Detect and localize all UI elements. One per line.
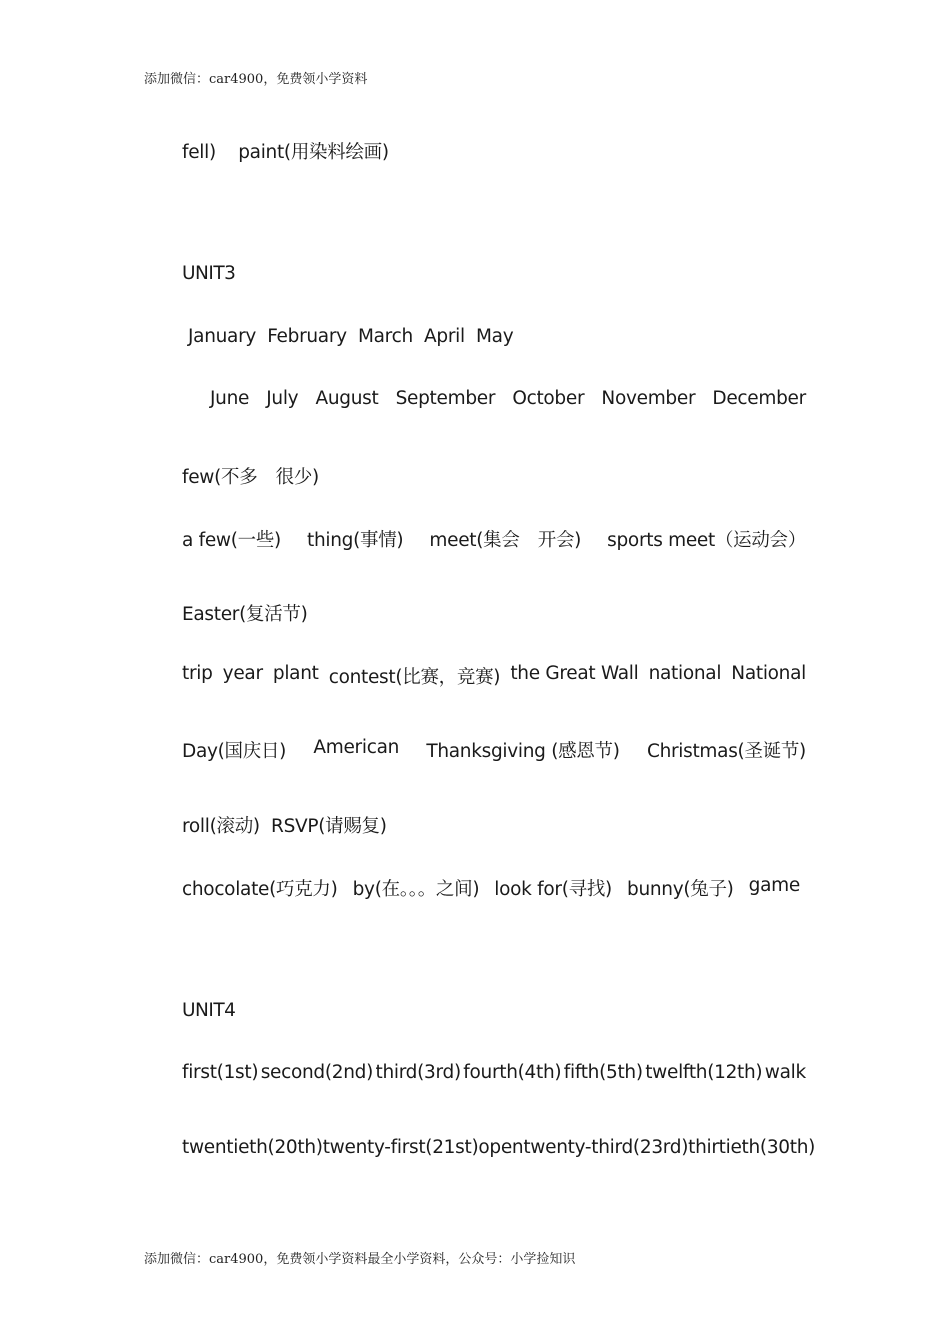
month: October [512, 388, 585, 409]
word: RSVP(请赐复) [271, 816, 387, 837]
word: fourth(4th) [463, 1062, 562, 1083]
word: fifth(5th) [563, 1062, 643, 1083]
word: the Great Wall [510, 663, 639, 684]
word: trip [182, 663, 213, 684]
month: April [424, 326, 465, 347]
month: March [357, 326, 413, 347]
unit4-heading: UNIT4 [182, 1000, 236, 1021]
month: July [266, 388, 299, 409]
word: third(3rd) [375, 1062, 461, 1083]
word: twentieth(20th) [182, 1137, 323, 1158]
word: thirtieth(30th) [688, 1137, 816, 1158]
unit3-line-day [182, 737, 806, 763]
word: walk [764, 1062, 806, 1083]
word: sports meet（运动会） [607, 530, 806, 551]
unit3-line-trip [182, 663, 806, 689]
word: chocolate(巧克力) [182, 879, 338, 900]
unit4-line-ordinals-1 [182, 1062, 806, 1083]
month: December [712, 388, 806, 409]
unit3-months-line-1 [188, 326, 513, 347]
word: American [313, 737, 400, 758]
page-footer: 添加微信：car4900，免费领小学资料最全小学资料，公众号：小学捡知识 [144, 1252, 576, 1267]
word: bunny(兔子) [627, 879, 734, 900]
word: roll(滚动) [182, 816, 260, 837]
unit3-line-chocolate [182, 875, 800, 901]
word: Day(国庆日) [182, 741, 287, 762]
month: November [601, 388, 696, 409]
unit3-line-easter: Easter(复活节) [182, 604, 308, 625]
word: open [478, 1137, 524, 1158]
word: game [748, 875, 800, 896]
word: by(在。。。之间) [352, 879, 480, 900]
unit3-line-roll [182, 812, 387, 838]
unit3-line-afew [182, 526, 806, 552]
unit4-line-ordinals-2 [182, 1137, 816, 1158]
month: June [210, 388, 250, 409]
word: second(2nd) [260, 1062, 374, 1083]
month: September [395, 388, 496, 409]
word: twenty-first(21st) [322, 1137, 479, 1158]
unit3-heading: UNIT3 [182, 263, 236, 284]
month: May [476, 326, 514, 347]
word: look for(寻找) [494, 879, 612, 900]
month: August [315, 388, 379, 409]
word: meet(集会 开会) [429, 530, 582, 551]
word: twenty-third(23rd) [523, 1137, 689, 1158]
word: a few(一些) [182, 530, 281, 551]
word: national [648, 663, 722, 684]
word: plant [272, 663, 319, 684]
word: twelfth(12th) [645, 1062, 763, 1083]
word: contest(比赛，竞赛) [328, 667, 501, 688]
word: Thanksgiving (感恩节) [426, 741, 620, 762]
word: National [731, 663, 806, 684]
page-header: 添加微信：car4900，免费领小学资料 [144, 72, 368, 87]
unit3-months-line-2 [210, 388, 806, 409]
unit3-line-few: few(不多 很少) [182, 467, 319, 488]
word: paint(用染料绘画) [238, 142, 389, 163]
word: first(1st) [182, 1062, 259, 1083]
month: February [267, 326, 347, 347]
word: fell) [182, 142, 216, 163]
line-fell-paint [182, 138, 389, 164]
word: Christmas(圣诞节) [646, 741, 806, 762]
month: January [188, 326, 257, 347]
word: thing(事情) [307, 530, 404, 551]
word: year [222, 663, 263, 684]
